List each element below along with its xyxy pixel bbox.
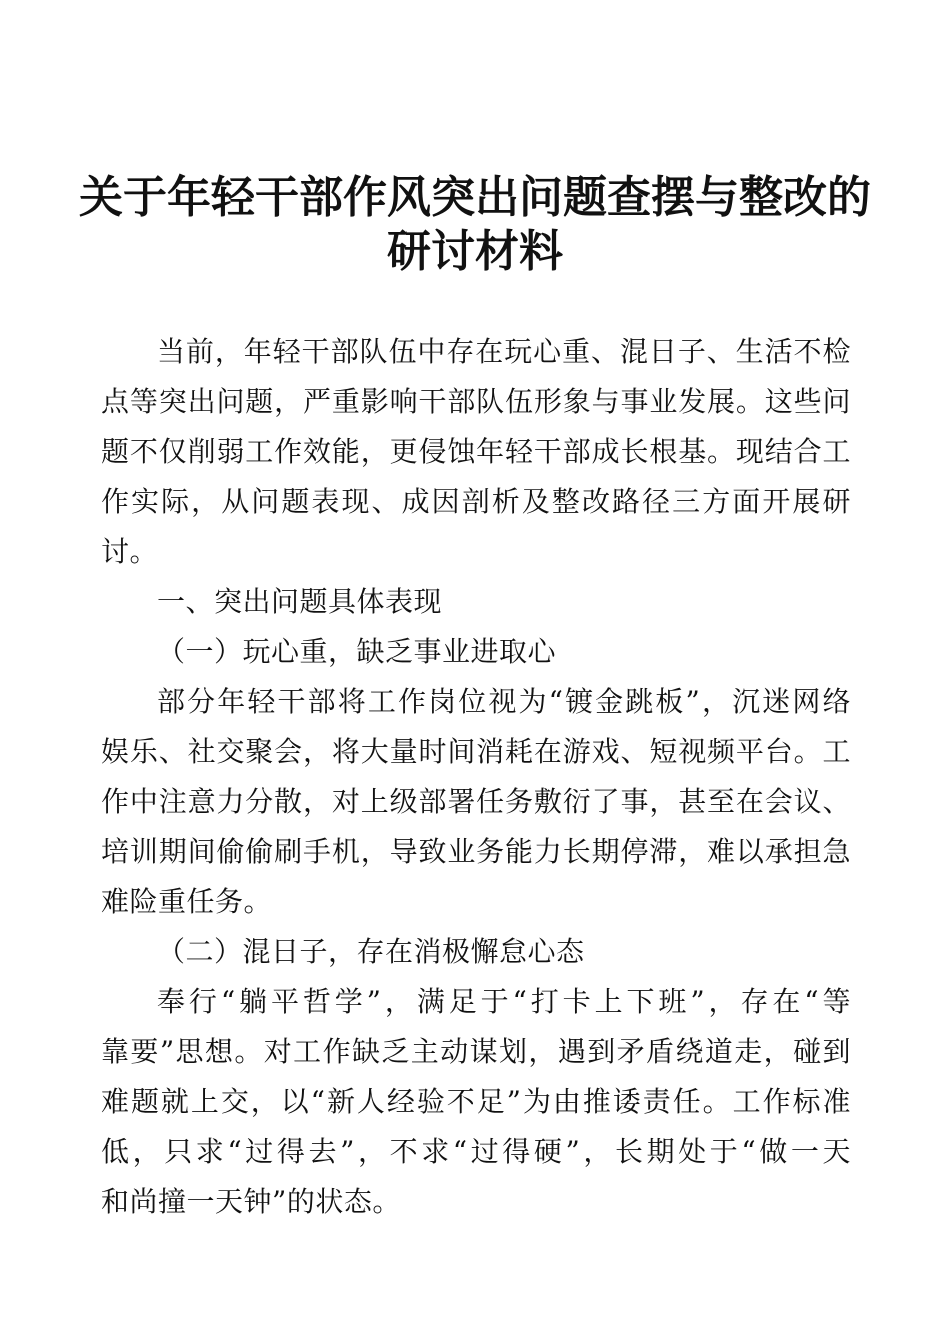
- document-title-line-1: 关于年轻干部作风突出问题查摆与整改的: [79, 172, 871, 223]
- intro-line: 当前，年轻干部队伍中存在玩心重、混日子、生活不检: [157, 335, 851, 368]
- intro-line: 点等突出问题，严重影响干部队伍形象与事业发展。这些问: [101, 385, 851, 418]
- paragraph-line: 部分年轻干部将工作岗位视为“镀金跳板”，沉迷网络: [157, 685, 851, 718]
- intro-line: 题不仅削弱工作效能，更侵蚀年轻干部成长根基。现结合工: [101, 435, 851, 468]
- subsection-heading: （一）玩心重，缺乏事业进取心: [157, 635, 557, 668]
- section-heading: 一、突出问题具体表现: [157, 585, 443, 618]
- subsection-heading: （二）混日子，存在消极懈怠心态: [157, 935, 585, 968]
- paragraph-line: 靠要”思想。对工作缺乏主动谋划，遇到矛盾绕道走，碰到: [101, 1035, 851, 1068]
- paragraph-line: 娱乐、社交聚会，将大量时间消耗在游戏、短视频平台。工: [101, 735, 851, 768]
- paragraph-line: 难险重任务。: [101, 885, 273, 918]
- document-body: [101, 327, 851, 1227]
- paragraph-line: 奉行“躺平哲学”，满足于“打卡上下班”，存在“等: [157, 985, 851, 1018]
- paragraph-line: 作中注意力分散，对上级部署任务敷衍了事，甚至在会议、: [101, 785, 851, 818]
- paragraph-line: 和尚撞一天钟”的状态。: [101, 1185, 401, 1218]
- intro-line: 讨。: [101, 535, 159, 568]
- document-title-line-2: 研讨材料: [387, 226, 563, 277]
- paragraph-line: 低，只求“过得去”，不求“过得硬”，长期处于“做一天: [101, 1135, 851, 1168]
- paragraph-line: 培训期间偷偷刷手机，导致业务能力长期停滞，难以承担急: [101, 835, 851, 868]
- intro-line: 作实际，从问题表现、成因剖析及整改路径三方面开展研: [101, 485, 851, 518]
- paragraph-line: 难题就上交，以“新人经验不足”为由推诿责任。工作标准: [101, 1085, 851, 1118]
